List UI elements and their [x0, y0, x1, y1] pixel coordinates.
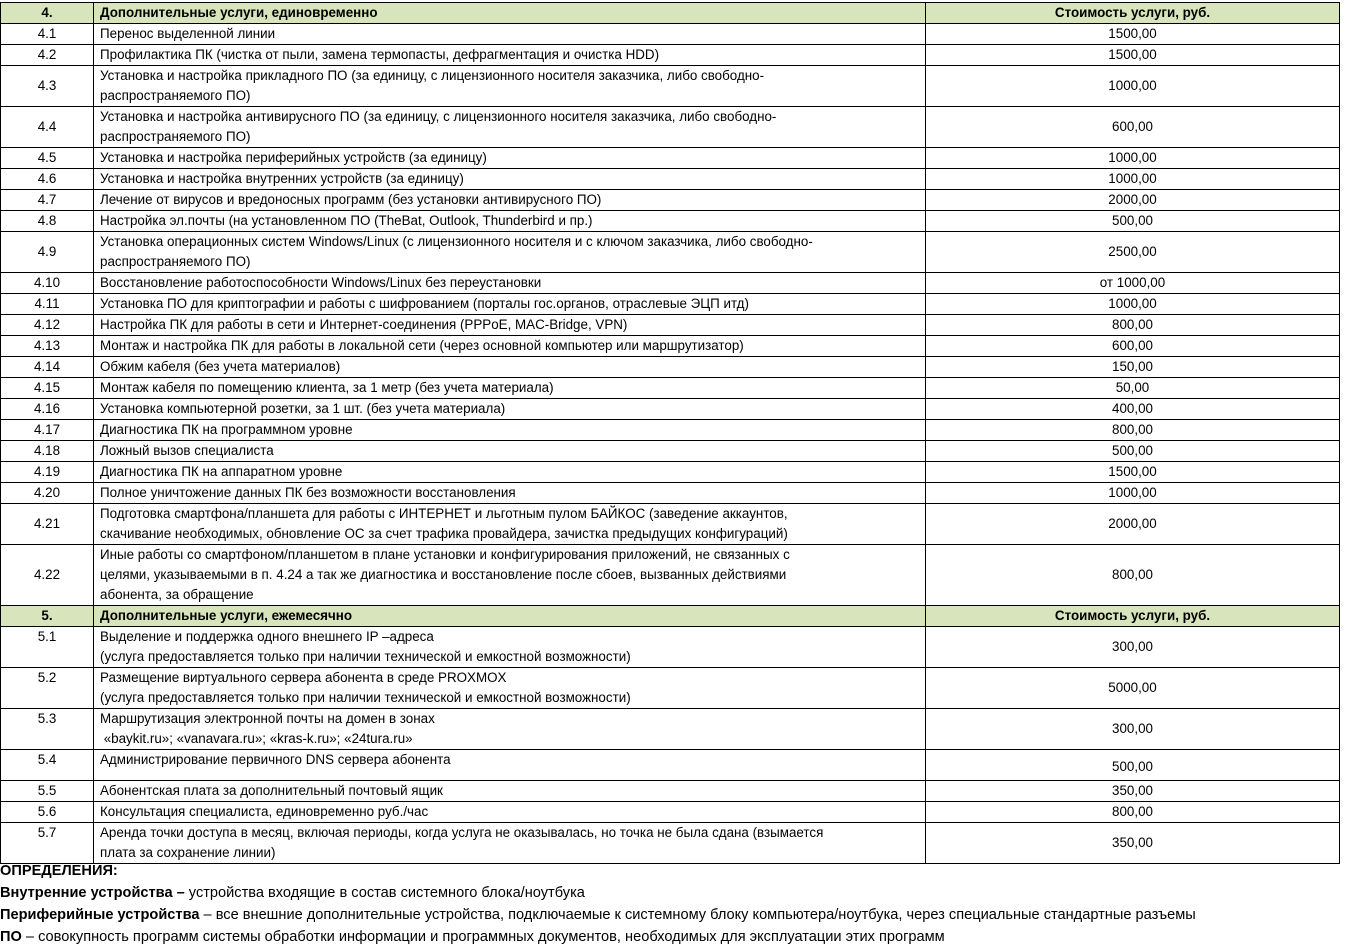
row-num: 4.2: [1, 45, 94, 66]
row-desc: Монтаж и настройка ПК для работы в локальной сети (через основной компьютер или маршрутизатор): [94, 336, 926, 357]
row-num: 4.8: [1, 211, 94, 232]
row-desc-line: скачивание необходимых, обновление ОС за счет трафика провайдера, зачистка предыдущих конфигураций): [100, 526, 788, 541]
row-price: 1000,00: [926, 169, 1340, 190]
row-num: 4.5: [1, 148, 94, 169]
table-row: [1, 781, 1340, 802]
row-num: 5.1: [1, 627, 94, 668]
row-price: 500,00: [926, 750, 1340, 781]
table-row: [1, 315, 1340, 336]
section-header-4: [1, 3, 1340, 24]
row-num: 4.14: [1, 357, 94, 378]
section-num: 5.: [1, 606, 94, 627]
row-price: 1500,00: [926, 45, 1340, 66]
row-desc-line: распространяемого ПО): [100, 88, 251, 103]
row-desc: Восстановление работоспособности Windows/Linux без переустановки: [94, 273, 926, 294]
row-desc-line: «baykit.ru»; «vanavara.ru»; «kras-k.ru»; «24tura.ru»: [100, 731, 413, 746]
row-price: 2000,00: [926, 190, 1340, 211]
row-price: 1000,00: [926, 66, 1340, 107]
row-num: 5.5: [1, 781, 94, 802]
table-row: [1, 483, 1340, 504]
definition-term: ПО: [0, 929, 22, 945]
table-row: [1, 420, 1340, 441]
row-desc-line: Выделение и поддержка одного внешнего IP –адреса: [100, 629, 434, 644]
price-table: [0, 2, 1340, 864]
row-desc: Установка и настройка периферийных устройств (за единицу): [94, 148, 926, 169]
row-price: 50,00: [926, 378, 1340, 399]
row-desc-line: Маршрутизация электронной почты на домен в зонах: [100, 711, 435, 726]
row-desc-line: (услуга предоставляется только при наличии технической и емкостной возможности): [100, 690, 631, 705]
row-price: 1000,00: [926, 483, 1340, 504]
row-price: 300,00: [926, 709, 1340, 750]
row-num: 4.13: [1, 336, 94, 357]
definition-term: Периферийные устройства: [0, 907, 200, 923]
table-row: [1, 232, 1340, 273]
row-price: 1000,00: [926, 294, 1340, 315]
row-price: 1500,00: [926, 462, 1340, 483]
table-row: [1, 107, 1340, 148]
row-desc: [94, 504, 926, 545]
section-title: Дополнительные услуги, единовременно: [94, 3, 926, 24]
row-desc-line: Установка операционных систем Windows/Linux (с лицензионного носителя и с ключом заказчика, либо свободно-: [100, 234, 813, 249]
row-num: 4.20: [1, 483, 94, 504]
row-num: 4.11: [1, 294, 94, 315]
row-price: 1500,00: [926, 24, 1340, 45]
row-desc: [94, 232, 926, 273]
row-desc: Диагностика ПК на программном уровне: [94, 420, 926, 441]
table-row: [1, 148, 1340, 169]
row-desc-line: абонента, за обращение: [100, 587, 254, 602]
row-price: 600,00: [926, 336, 1340, 357]
row-price: 350,00: [926, 823, 1340, 864]
table-row: [1, 750, 1340, 781]
row-desc: Установка и настройка внутренних устройств (за единицу): [94, 169, 926, 190]
row-price: 400,00: [926, 399, 1340, 420]
row-num: 4.6: [1, 169, 94, 190]
table-row: [1, 24, 1340, 45]
row-price: 500,00: [926, 441, 1340, 462]
table-row: [1, 336, 1340, 357]
definitions: [0, 860, 1353, 948]
row-price: от 1000,00: [926, 273, 1340, 294]
row-desc: Абонентская плата за дополнительный почтовый ящик: [94, 781, 926, 802]
row-desc: [94, 823, 926, 864]
row-desc: Установка компьютерной розетки, за 1 шт. (без учета материала): [94, 399, 926, 420]
row-desc: Диагностика ПК на аппаратном уровне: [94, 462, 926, 483]
table-row: [1, 190, 1340, 211]
row-num: 5.7: [1, 823, 94, 864]
row-price: 800,00: [926, 420, 1340, 441]
table-row: [1, 66, 1340, 107]
table-row: [1, 441, 1340, 462]
row-desc-line: Установка и настройка прикладного ПО (за единицу, с лицензионного носителя заказчика, либо свободно-: [100, 68, 765, 83]
table-row: [1, 462, 1340, 483]
row-num: 4.10: [1, 273, 94, 294]
row-desc: Лечение от вирусов и вредоносных программ (без установки антивирусного ПО): [94, 190, 926, 211]
definition-text: устройства входящие в состав системного блока/ноутбука: [184, 885, 585, 901]
row-price: 2500,00: [926, 232, 1340, 273]
table-row: [1, 169, 1340, 190]
table-row: [1, 273, 1340, 294]
row-price: 5000,00: [926, 668, 1340, 709]
definition-item: [0, 882, 1353, 904]
row-desc-line: (услуга предоставляется только при наличии технической и емкостной возможности): [100, 649, 631, 664]
row-price: 300,00: [926, 627, 1340, 668]
definition-text: – совокупность программ системы обработки информации и программных документов, необходимых для эксплуатации этих программ: [21, 929, 945, 945]
row-desc: [94, 627, 926, 668]
definition-term: Внутренние устройства –: [0, 885, 185, 901]
row-desc-line: Подготовка смартфона/планшета для работы с ИНТЕРНЕТ и льготным пулом БАЙКОС (заведение аккаунтов,: [100, 506, 788, 521]
row-desc: Ложный вызов специалиста: [94, 441, 926, 462]
row-desc: Монтаж кабеля по помещению клиента, за 1 метр (без учета материала): [94, 378, 926, 399]
table-row: [1, 211, 1340, 232]
row-desc: [94, 545, 926, 606]
row-desc-line: Иные работы со смартфоном/планшетом в плане установки и конфигурирования приложений, не связанных с: [100, 547, 790, 562]
row-desc-line: Установка и настройка антивирусного ПО (за единицу, с лицензионного носителя заказчика, либо свободно-: [100, 109, 777, 124]
row-desc: [94, 66, 926, 107]
section-title: Дополнительные услуги, ежемесячно: [94, 606, 926, 627]
row-desc: Настройка ПК для работы в сети и Интернет-соединения (PPPoE, MAC-Bridge, VPN): [94, 315, 926, 336]
row-num: 4.19: [1, 462, 94, 483]
row-num: 5.4: [1, 750, 94, 781]
row-desc-line: Размещение виртуального сервера абонента в среде PROXMOX: [100, 670, 507, 685]
row-num: 4.16: [1, 399, 94, 420]
table-row: [1, 802, 1340, 823]
row-desc: [94, 668, 926, 709]
table-row: [1, 399, 1340, 420]
table-row: [1, 627, 1340, 668]
row-num: 4.3: [1, 66, 94, 107]
table-row: [1, 504, 1340, 545]
section-header-5: [1, 606, 1340, 627]
row-desc: [94, 709, 926, 750]
row-num: 4.18: [1, 441, 94, 462]
price-column-header: Стоимость услуги, руб.: [926, 3, 1340, 24]
row-price: 800,00: [926, 545, 1340, 606]
row-desc: Консультация специалиста, единовременно руб./час: [94, 802, 926, 823]
row-num: 4.7: [1, 190, 94, 211]
row-desc-line: плата за сохранение линии): [100, 845, 276, 860]
row-desc: Перенос выделенной линии: [94, 24, 926, 45]
row-desc: Настройка эл.почты (на установленном ПО (TheBat, Outlook, Thunderbird и пр.): [94, 211, 926, 232]
row-num: 4.22: [1, 545, 94, 606]
row-desc-line: распространяемого ПО): [100, 254, 251, 269]
row-num: 4.17: [1, 420, 94, 441]
row-num: 5.2: [1, 668, 94, 709]
row-desc: Профилактика ПК (чистка от пыли, замена термопасты, дефрагментация и очистка HDD): [94, 45, 926, 66]
table-row: [1, 357, 1340, 378]
row-price: 800,00: [926, 802, 1340, 823]
table-row: [1, 709, 1340, 750]
row-num: 5.6: [1, 802, 94, 823]
table-row: [1, 378, 1340, 399]
row-price: 600,00: [926, 107, 1340, 148]
table-row: [1, 45, 1340, 66]
row-num: 4.21: [1, 504, 94, 545]
definitions-heading: [0, 860, 1353, 882]
row-desc-line: распространяемого ПО): [100, 129, 251, 144]
row-price: 150,00: [926, 357, 1340, 378]
row-desc: Обжим кабеля (без учета материалов): [94, 357, 926, 378]
row-price: 500,00: [926, 211, 1340, 232]
row-num: 4.9: [1, 232, 94, 273]
row-num: 4.1: [1, 24, 94, 45]
row-price: 800,00: [926, 315, 1340, 336]
row-desc: [94, 107, 926, 148]
section-num: 4.: [1, 3, 94, 24]
row-desc-line: целями, указываемыми в п. 4.24 а так же диагностика и восстановление после сбоев, вызванных действиями: [100, 567, 787, 582]
definition-item: [0, 904, 1353, 926]
row-price: 1000,00: [926, 148, 1340, 169]
table-row: [1, 294, 1340, 315]
row-price: 350,00: [926, 781, 1340, 802]
row-desc-line: Аренда точки доступа в месяц, включая периоды, когда услуга не оказывалась, но точка не была сдана (взымается: [100, 825, 824, 840]
price-column-header: Стоимость услуги, руб.: [926, 606, 1340, 627]
row-desc: Установка ПО для криптографии и работы с шифрованием (порталы гос.органов, отраслевые ЭЦП итд): [94, 294, 926, 315]
definitions-heading-text: ОПРЕДЕЛЕНИЯ:: [0, 863, 118, 879]
table-row: [1, 668, 1340, 709]
table-row: [1, 545, 1340, 606]
row-num: 5.3: [1, 709, 94, 750]
row-price: 2000,00: [926, 504, 1340, 545]
row-desc: Администрирование первичного DNS сервера абонента: [94, 750, 926, 781]
definition-text: – все внешние дополнительные устройства, подключаемые к системному блоку компьютера/ноутбука, через специальные стандартные разъемы: [199, 907, 1196, 923]
row-desc: Полное уничтожение данных ПК без возможности восстановления: [94, 483, 926, 504]
row-num: 4.15: [1, 378, 94, 399]
row-num: 4.4: [1, 107, 94, 148]
row-num: 4.12: [1, 315, 94, 336]
table-row: [1, 823, 1340, 864]
